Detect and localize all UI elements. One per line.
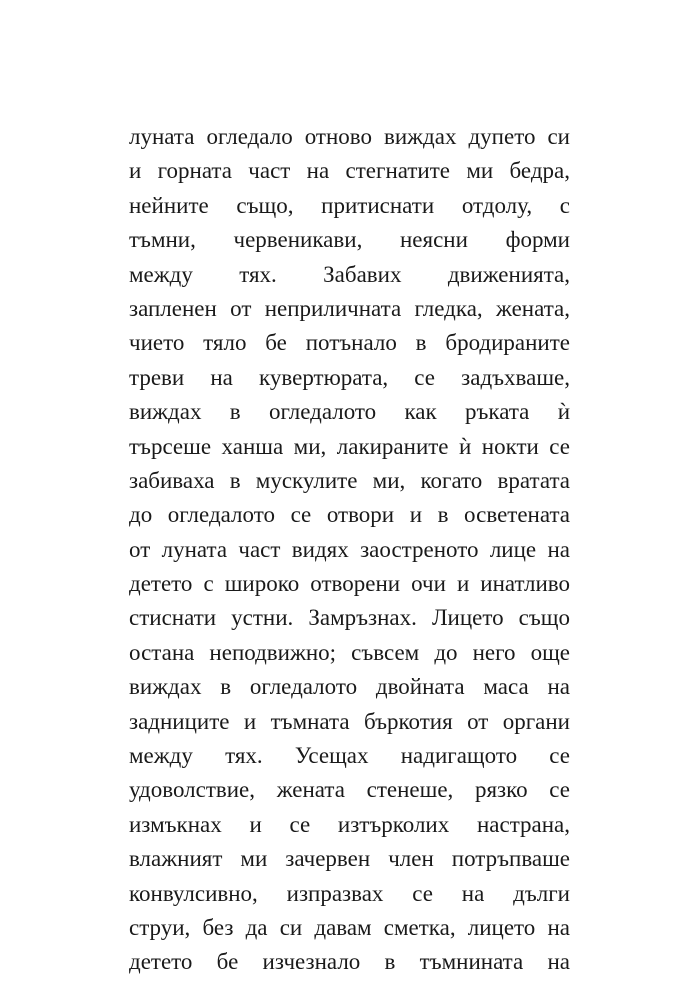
text-line: удоволствие, жената стенеше, рязко се bbox=[129, 777, 570, 803]
text-line: запленен от неприличната гледка, жената, bbox=[129, 295, 570, 321]
text-line: детето с широко отворени очи и инатливо bbox=[129, 571, 570, 597]
text-line: влажният ми зачервен член потръпваше bbox=[129, 846, 570, 872]
text-line: остана неподвижно; съвсем до него още bbox=[129, 639, 570, 665]
text-line: струи, без да си давам сметка, лицето на bbox=[129, 914, 570, 940]
text-line: виждах в огледалото двойната маса на bbox=[129, 674, 570, 700]
text-line: до огледалото се отвори и в осветената bbox=[129, 502, 570, 528]
text-line: измъкнах и се изтърколих настрана, bbox=[129, 811, 570, 837]
text-line: чието тяло бе потънало в бродираните bbox=[129, 330, 570, 356]
text-line: конвулсивно, изпразвах се на дълги bbox=[129, 880, 570, 906]
text-line: търсеше ханша ми, лакираните ѝ нокти се bbox=[129, 433, 570, 459]
text-line: между тях. Усещах надигащото се bbox=[129, 743, 570, 769]
text-line: луната огледало отново виждах дупето си bbox=[129, 124, 570, 149]
text-line: нейните също, притиснати отдолу, с bbox=[129, 192, 570, 218]
body-text bbox=[129, 120, 570, 980]
text-line: от луната част видях заостреното лице на bbox=[129, 536, 570, 562]
text-line: стиснати устни. Замръзнах. Лицето също bbox=[129, 605, 570, 631]
text-line: между тях. Забавих движенията, bbox=[129, 261, 570, 287]
text-line: тъмни, червеникави, неясни форми bbox=[129, 227, 570, 253]
text-line: треви на кувертюрата, се задъхваше, bbox=[129, 364, 570, 390]
text-line: и горната част на стегнатите ми бедра, bbox=[129, 158, 570, 184]
text-line: виждах в огледалото как ръката ѝ bbox=[129, 399, 570, 425]
text-line: забиваха в мускулите ми, когато вратата bbox=[129, 467, 570, 493]
text-line: детето бе изчезнало в тъмнината на bbox=[129, 949, 570, 975]
text-line: задниците и тъмната бъркотия от органи bbox=[129, 708, 570, 734]
